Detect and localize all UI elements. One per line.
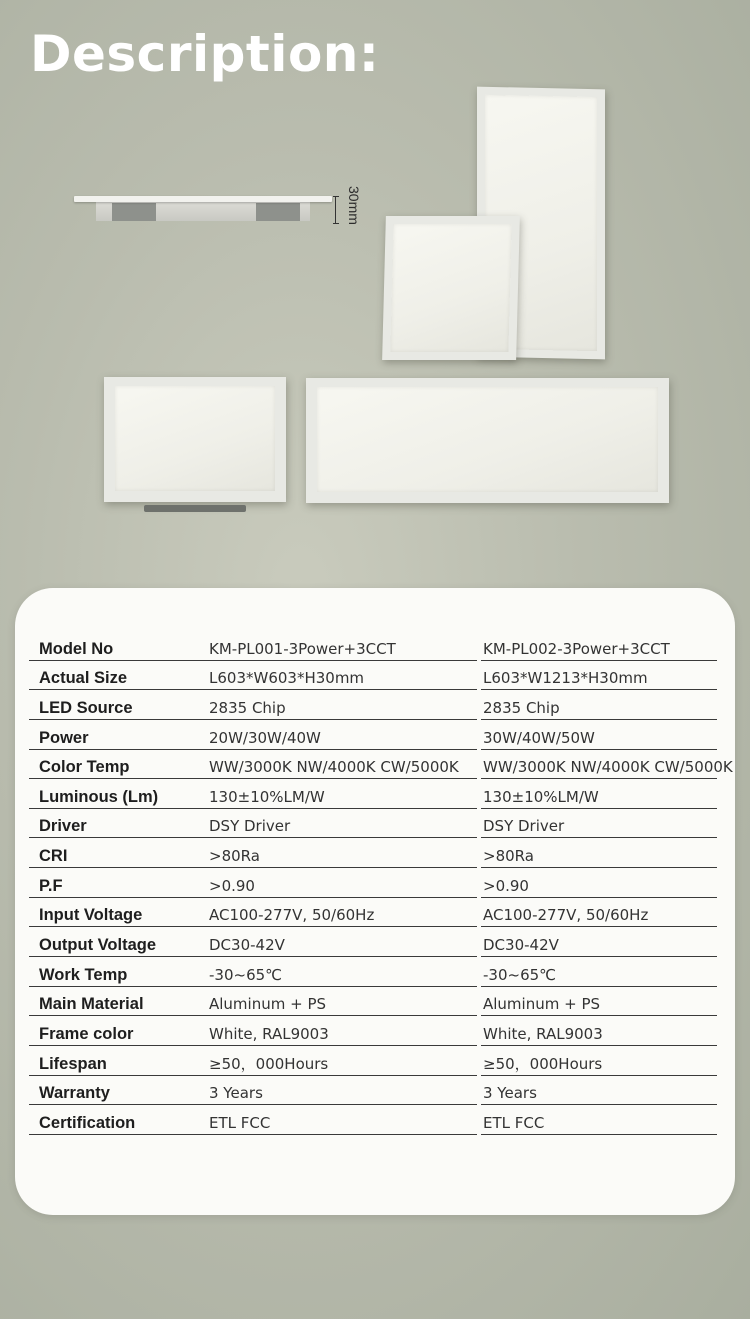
driver-box-image [144,505,246,512]
panel-image-600x600-upright [382,216,520,360]
spec-value-model-2: 130±10%LM/W [483,787,599,806]
spec-row [29,898,717,928]
spec-value-model-2: >80Ra [483,847,534,866]
spec-value-model-2: DC30-42V [483,936,559,955]
row-divider [29,1134,477,1135]
thickness-dimension-marker [333,196,339,224]
spec-row [29,838,717,868]
panel-side-bracket [256,203,300,221]
panel-image-600x600-front [104,377,286,502]
spec-row [29,779,717,809]
spec-label: Work Temp [39,965,128,984]
spec-value-model-1: 130±10%LM/W [209,787,325,806]
panel-image-600x1200-front [306,378,669,503]
spec-value-model-1: ETL FCC [209,1113,271,1132]
spec-label: Luminous (Lm) [39,787,159,806]
spec-label: Warranty [39,1084,110,1103]
panel-light-surface [317,387,658,492]
spec-card [15,588,735,1215]
spec-value-model-2: White, RAL9003 [483,1024,603,1043]
spec-value-model-1: DSY Driver [209,817,291,836]
spec-value-model-2: 2835 Chip [483,698,560,717]
spec-row [29,1016,717,1046]
spec-value-model-1: AC100-277V, 50/60Hz [209,906,375,925]
spec-value-model-2: Aluminum + PS [483,995,601,1014]
spec-table [29,631,733,1135]
page-title: Description: [30,25,380,83]
spec-value-model-2: 30W/40W/50W [483,728,595,747]
spec-label: Actual Size [39,669,128,688]
spec-row [29,868,717,898]
spec-value-model-2: WW/3000K NW/4000K CW/5000K [483,758,733,777]
spec-value-model-2: -30~65℃ [483,965,557,984]
spec-row [29,720,717,750]
spec-value-model-1: 2835 Chip [209,698,286,717]
spec-value-model-1: >80Ra [209,847,260,866]
spec-row [29,957,717,987]
spec-label: Main Material [39,995,144,1014]
spec-value-model-2: >0.90 [483,876,529,895]
spec-row [29,927,717,957]
spec-label: Power [39,728,89,747]
spec-value-model-1: >0.90 [209,876,255,895]
spec-value-model-2: DSY Driver [483,817,565,836]
spec-label: CRI [39,847,68,866]
spec-value-model-2: ETL FCC [483,1113,545,1132]
spec-value-model-1: 3 Years [209,1084,263,1103]
spec-row [29,1046,717,1076]
panel-light-surface [390,224,511,352]
spec-label: LED Source [39,698,133,717]
spec-value-model-2: L603*W1213*H30mm [483,669,648,688]
panel-side-bracket [112,203,156,221]
spec-row [29,661,717,691]
spec-value-model-1: KM-PL001-3Power+3CCT [209,639,396,658]
product-images [0,0,750,560]
spec-value-model-1: L603*W603*H30mm [209,669,365,688]
row-divider [481,1134,717,1135]
spec-value-model-2: ≥50，000Hours [483,1054,603,1073]
panel-light-surface [115,386,275,491]
spec-row [29,1076,717,1106]
spec-value-model-1: -30~65℃ [209,965,283,984]
spec-value-model-2: 3 Years [483,1084,537,1103]
spec-label: Certification [39,1113,136,1132]
spec-value-model-1: WW/3000K NW/4000K CW/5000K [209,758,459,777]
spec-row [29,750,733,780]
spec-label: P.F [39,876,63,895]
thickness-dimension-label: 30mm [346,186,362,225]
panel-side-profile [74,196,332,202]
spec-label: Output Voltage [39,936,157,955]
spec-label: Input Voltage [39,906,143,925]
spec-value-model-1: White, RAL9003 [209,1024,329,1043]
spec-row [29,987,717,1017]
spec-row [29,809,717,839]
spec-row [29,1105,717,1135]
spec-label: Driver [39,817,87,836]
spec-row [29,631,717,661]
spec-label: Color Temp [39,758,130,777]
spec-value-model-1: ≥50，000Hours [209,1054,329,1073]
spec-value-model-1: 20W/30W/40W [209,728,321,747]
spec-row [29,690,717,720]
spec-value-model-1: DC30-42V [209,936,285,955]
spec-label: Model No [39,639,114,658]
spec-value-model-1: Aluminum + PS [209,995,327,1014]
spec-value-model-2: KM-PL002-3Power+3CCT [483,639,670,658]
spec-label: Frame color [39,1024,134,1043]
spec-label: Lifespan [39,1054,107,1073]
spec-value-model-2: AC100-277V, 50/60Hz [483,906,649,925]
